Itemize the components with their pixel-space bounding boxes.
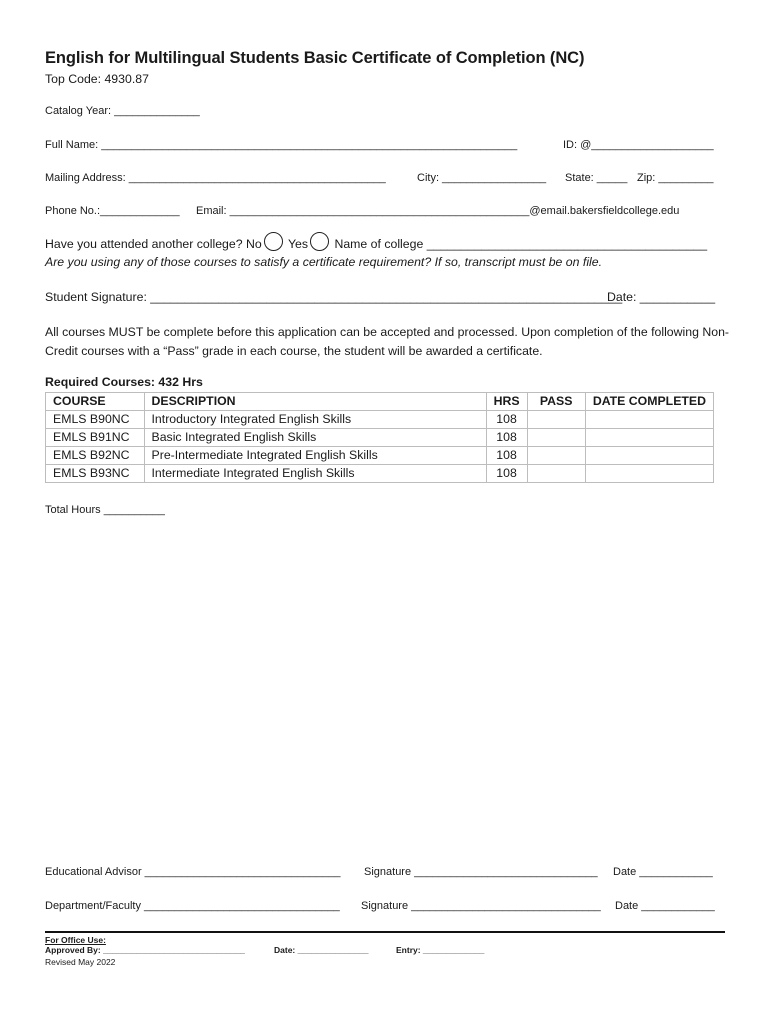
state-field[interactable]: State: _____	[565, 172, 628, 184]
full-name-field[interactable]: Full Name: ____________________________________________________________________	[45, 139, 518, 151]
no-radio[interactable]	[264, 232, 283, 251]
date-completed-cell[interactable]	[585, 447, 713, 465]
yes-radio[interactable]	[310, 232, 329, 251]
header-pass: PASS	[527, 393, 585, 411]
department-field[interactable]: Department/Faculty ________________________________	[45, 900, 340, 912]
course-description: Introductory Integrated English Skills	[144, 411, 486, 429]
total-hours-field[interactable]: Total Hours __________	[45, 504, 165, 516]
header-course: COURSE	[46, 393, 145, 411]
revised-note: Revised May 2022	[45, 957, 116, 967]
courses-table	[45, 392, 714, 483]
header-hrs: HRS	[486, 393, 527, 411]
course-hrs: 108	[486, 465, 527, 483]
office-date-field[interactable]: Date: _______________	[274, 945, 369, 955]
table-header-row	[46, 393, 714, 411]
date-completed-cell[interactable]	[585, 429, 713, 447]
college-name-field[interactable]: Name of college _________________________________________	[334, 237, 708, 251]
form-title: English for Multilingual Students Basic Certificate of Completion (NC)	[45, 49, 585, 67]
course-description: Pre-Intermediate Integrated English Skills	[144, 447, 486, 465]
advisor-date-field[interactable]: Date ____________	[613, 866, 713, 878]
instructions-paragraph: All courses MUST be complete before this application can be accepted and processed. Upon completion of the following Non-Credit courses with a “Pass” grade in each course, the student will be awarded a certificate.	[45, 325, 730, 358]
department-signature-field[interactable]: Signature _______________________________	[361, 900, 601, 912]
date-completed-cell[interactable]	[585, 411, 713, 429]
course-hrs: 108	[486, 429, 527, 447]
student-signature-field[interactable]: Student Signature: _____________________________________________________________________	[45, 290, 623, 304]
advisor-signature-field[interactable]: Signature ______________________________	[364, 866, 598, 878]
entry-field[interactable]: Entry: _____________	[396, 945, 485, 955]
student-date-field[interactable]: Date: ___________	[607, 290, 716, 304]
zip-field[interactable]: Zip: _________	[637, 172, 714, 184]
course-hrs: 108	[486, 447, 527, 465]
course-code: EMLS B91NC	[46, 429, 145, 447]
email-field[interactable]: Email: _________________________________________________@email.bakersfieldcollege.edu	[196, 205, 680, 217]
pass-cell[interactable]	[527, 447, 585, 465]
table-row	[46, 465, 714, 483]
approved-by-field[interactable]: Approved By: ______________________________	[45, 945, 245, 955]
course-description: Intermediate Integrated English Skills	[144, 465, 486, 483]
advisor-field[interactable]: Educational Advisor ________________________________	[45, 866, 341, 878]
pass-cell[interactable]	[527, 411, 585, 429]
course-hrs: 108	[486, 411, 527, 429]
course-code: EMLS B90NC	[46, 411, 145, 429]
header-description: DESCRIPTION	[144, 393, 486, 411]
yes-label: Yes	[287, 237, 309, 251]
office-use-heading: For Office Use:	[45, 935, 106, 945]
table-row	[46, 429, 714, 447]
required-courses-heading: Required Courses: 432 Hrs	[45, 375, 203, 389]
phone-field[interactable]: Phone No.:_____________	[45, 205, 180, 217]
no-label: No	[246, 237, 262, 251]
top-code: Top Code: 4930.87	[45, 72, 149, 86]
course-code: EMLS B92NC	[46, 447, 145, 465]
header-date-completed: DATE COMPLETED	[585, 393, 713, 411]
city-field[interactable]: City: _________________	[417, 172, 547, 184]
table-row	[46, 447, 714, 465]
attended-college-row	[45, 237, 707, 251]
pass-cell[interactable]	[527, 429, 585, 447]
pass-cell[interactable]	[527, 465, 585, 483]
attended-question: Have you attended another college?	[45, 237, 243, 251]
office-use-divider	[45, 931, 725, 933]
table-row	[46, 411, 714, 429]
id-field[interactable]: ID: @____________________	[563, 139, 714, 151]
course-code: EMLS B93NC	[46, 465, 145, 483]
course-description: Basic Integrated English Skills	[144, 429, 486, 447]
mailing-address-field[interactable]: Mailing Address: __________________________________________	[45, 172, 386, 184]
date-completed-cell[interactable]	[585, 465, 713, 483]
courses-question: Are you using any of those courses to satisfy a certificate requirement? If so, transcript must be on file.	[45, 255, 603, 269]
department-date-field[interactable]: Date ____________	[615, 900, 715, 912]
catalog-year-field[interactable]: Catalog Year: ______________	[45, 105, 200, 117]
